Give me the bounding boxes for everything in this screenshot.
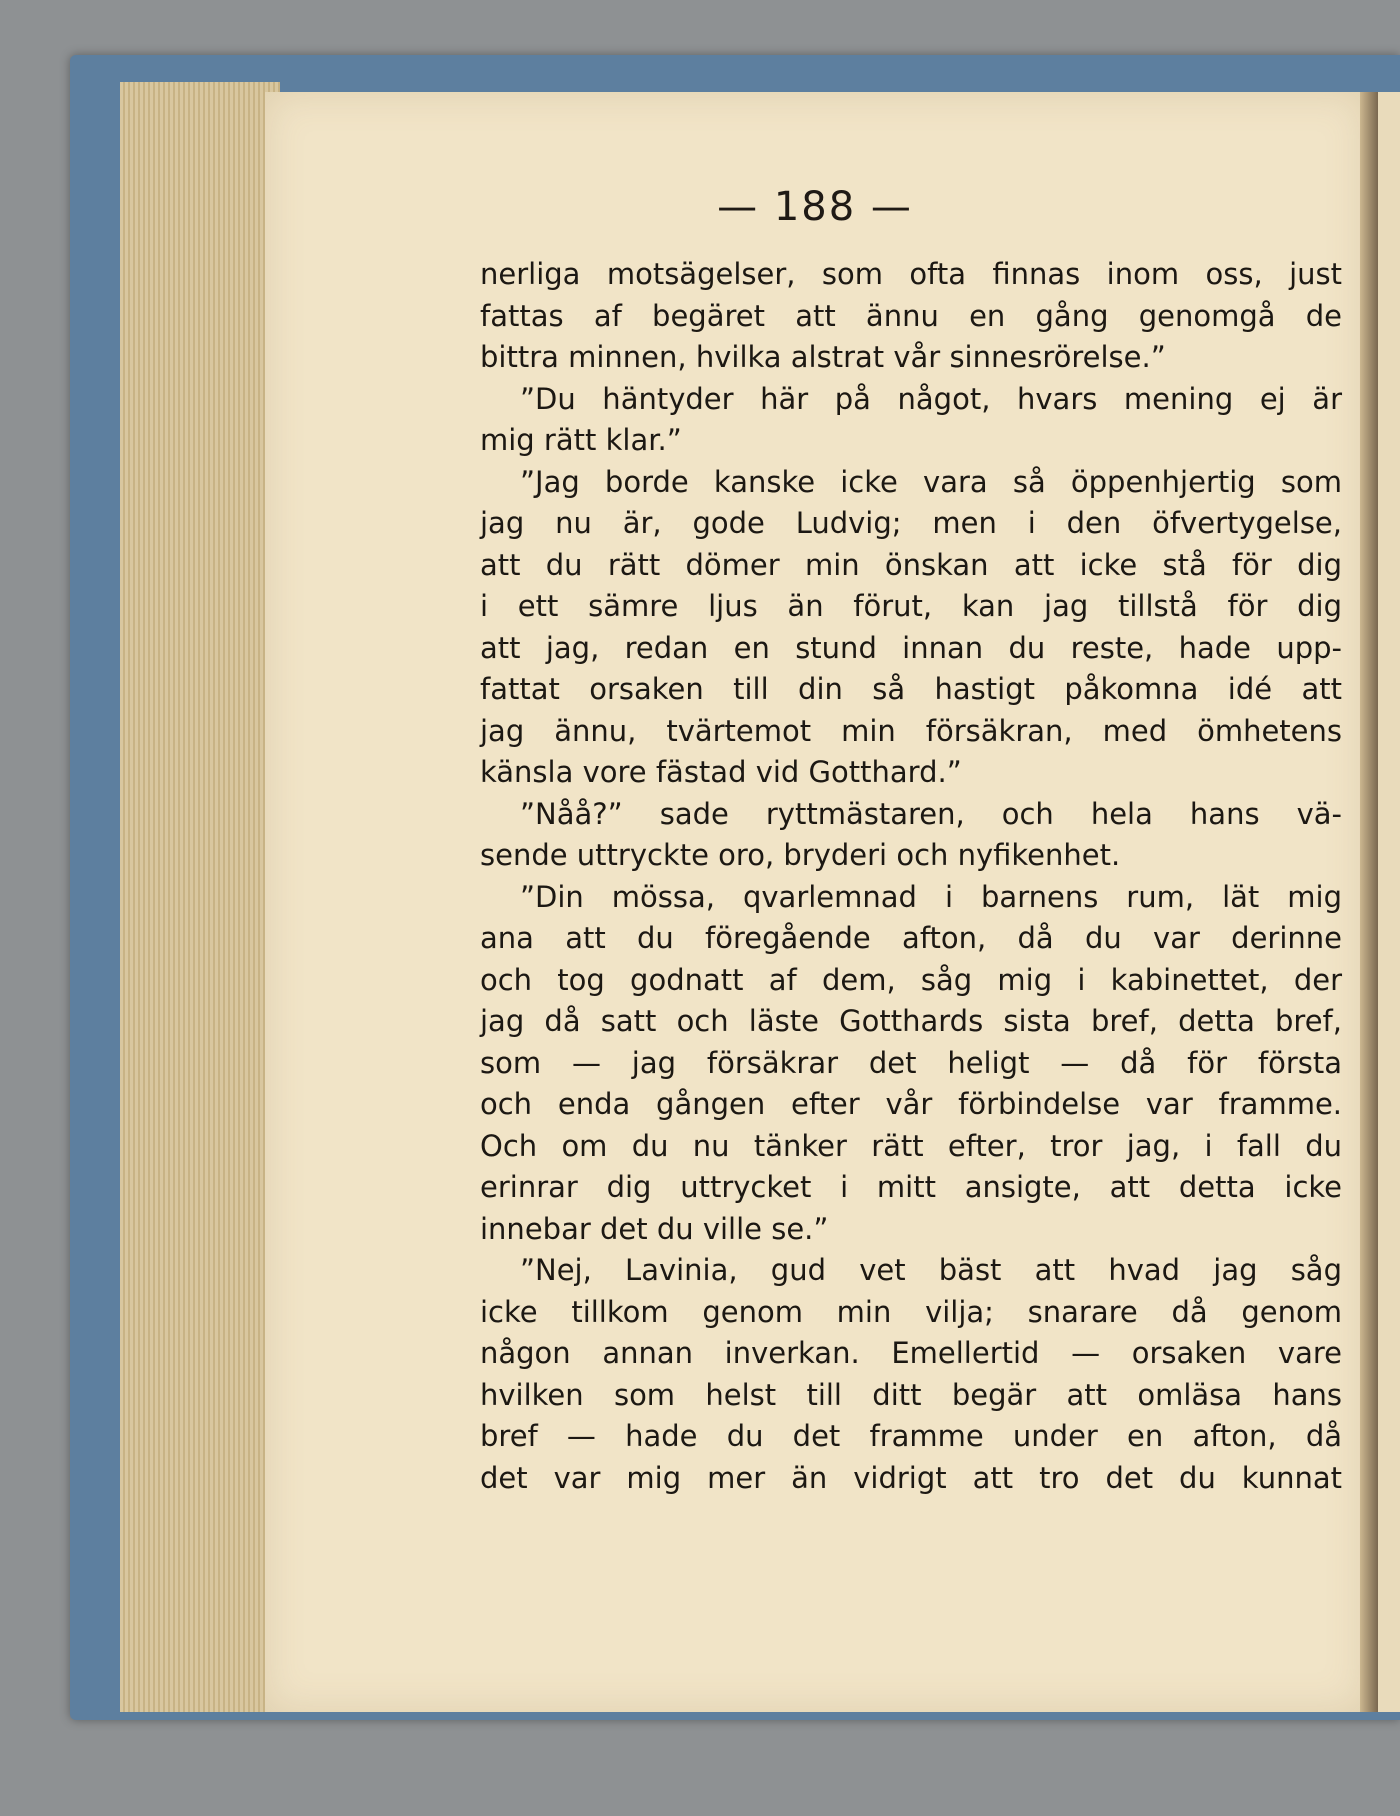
text-line: ”Din mössa, qvarlemnad i barnens rum, lät mig	[520, 879, 1342, 914]
text-line: och enda gången efter vår förbindelse var framme.	[480, 1087, 1342, 1121]
text-line: att jag, redan en stund innan du reste, hade upp-	[480, 630, 1342, 665]
text-line: fattas af begäret att ännu en gång genomgå de	[480, 298, 1342, 333]
text-line: hvilken som helst till ditt begär att omläsa hans	[480, 1377, 1342, 1412]
text-line: jag nu är, gode Ludvig; men i den öfvertygelse,	[480, 506, 1342, 540]
text-line: ana att du föregående afton, då du var derinne	[480, 921, 1342, 955]
book-page	[265, 92, 1365, 1712]
gutter-shadow	[1360, 92, 1378, 1712]
text-line: att du rätt dömer min önskan att icke stå för dig	[480, 547, 1342, 582]
body-text	[480, 254, 1342, 1499]
text-line: fattat orsaken till din så hastigt påkomna idé att	[480, 672, 1342, 706]
text-line: Och om du nu tänker rätt efter, tror jag, i fall du	[480, 1128, 1342, 1163]
text-line: någon annan inverkan. Emellertid — orsaken vare	[480, 1336, 1342, 1370]
text-line: i ett sämre ljus än förut, kan jag tillstå för dig	[480, 589, 1342, 623]
text-line: erinrar dig uttrycket i mitt ansigte, att detta icke	[480, 1170, 1342, 1204]
text-line: sende uttryckte oro, bryderi och nyfikenhet.	[480, 838, 1121, 872]
text-line: ”Nåå?” sade ryttmästaren, och hela hans vä-	[520, 796, 1342, 831]
text-line: känsla vore fästad vid Gotthard.”	[480, 755, 962, 789]
text-line: ”Jag borde kanske icke vara så öppenhjertig som	[520, 464, 1342, 499]
facing-page-edge	[1378, 92, 1400, 1712]
text-line: jag då satt och läste Gotthards sista bref, detta bref,	[480, 1004, 1342, 1038]
text-line: innebar det du ville se.”	[480, 1211, 829, 1246]
text-line: ”Du häntyder här på något, hvars mening ej är	[520, 381, 1342, 416]
page-number: — 188 —	[717, 184, 913, 230]
text-line: nerliga motsägelser, som ofta finnas inom oss, just	[480, 257, 1342, 291]
text-line: bittra minnen, hvilka alstrat vår sinnesrörelse.”	[480, 340, 1166, 374]
text-line: som — jag försäkrar det heligt — då för första	[480, 1045, 1342, 1080]
text-line: bref — hade du det framme under en afton, då	[480, 1419, 1342, 1453]
text-line: jag ännu, tvärtemot min försäkran, med ömhetens	[480, 713, 1342, 748]
text-line: det var mig mer än vidrigt att tro det du kunnat	[480, 1460, 1342, 1495]
page-edges	[120, 82, 280, 1712]
text-line: ”Nej, Lavinia, gud vet bäst att hvad jag såg	[520, 1253, 1342, 1287]
text-line: icke tillkom genom min vilja; snarare då genom	[480, 1294, 1342, 1329]
text-line: och tog godnatt af dem, såg mig i kabinettet, der	[480, 962, 1342, 997]
text-line: mig rätt klar.”	[480, 423, 682, 457]
